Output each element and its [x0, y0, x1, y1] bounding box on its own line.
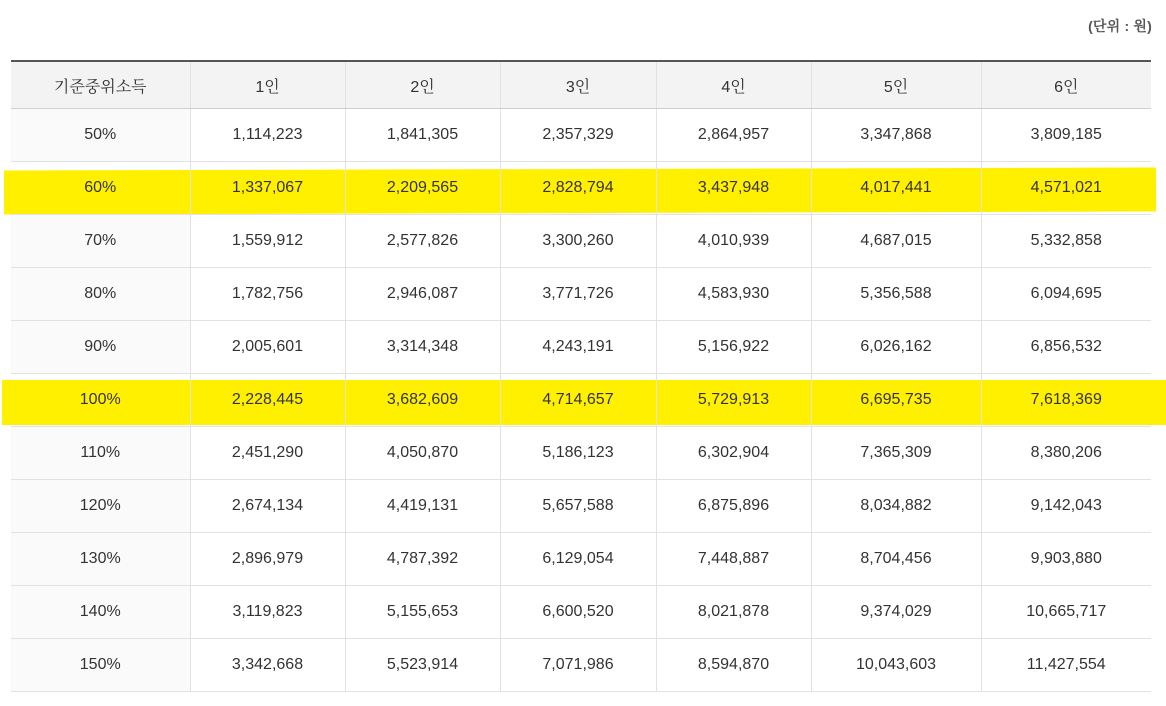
- table-cell: 8,704,456: [811, 533, 981, 586]
- table-cell: 5,523,914: [345, 639, 500, 692]
- table-cell: 2,451,290: [190, 427, 345, 480]
- table-cell: 5,156,922: [656, 321, 811, 374]
- table-cell: 5,356,588: [811, 268, 981, 321]
- table-cell: 3,437,948: [656, 162, 811, 215]
- table-cell: 3,119,823: [190, 586, 345, 639]
- table-cell: 2,674,134: [190, 480, 345, 533]
- table-cell: 6,875,896: [656, 480, 811, 533]
- table-cell: 4,714,657: [500, 374, 656, 427]
- table-cell: 3,300,260: [500, 215, 656, 268]
- table-cell: 5,332,858: [981, 215, 1151, 268]
- table-cell: 2,946,087: [345, 268, 500, 321]
- table-cell: 2,577,826: [345, 215, 500, 268]
- table-cell: 4,571,021: [981, 162, 1151, 215]
- income-table-container: [11, 60, 1151, 692]
- table-cell: 2,228,445: [190, 374, 345, 427]
- table-cell: 3,771,726: [500, 268, 656, 321]
- header-cell-standard: 기준중위소득: [11, 61, 190, 109]
- table-cell: 2,209,565: [345, 162, 500, 215]
- table-cell: 3,682,609: [345, 374, 500, 427]
- table-cell: 3,314,348: [345, 321, 500, 374]
- table-cell: 8,380,206: [981, 427, 1151, 480]
- header-row: [11, 61, 1151, 109]
- table-cell: 4,419,131: [345, 480, 500, 533]
- table-row: [11, 215, 1151, 268]
- table-cell: 9,142,043: [981, 480, 1151, 533]
- table-row: [11, 533, 1151, 586]
- table-cell: 8,034,882: [811, 480, 981, 533]
- table-cell: 4,017,441: [811, 162, 981, 215]
- header-cell-4person: 4인: [656, 61, 811, 109]
- table-cell: 10,665,717: [981, 586, 1151, 639]
- row-label: 100%: [11, 374, 190, 427]
- table-cell: 7,365,309: [811, 427, 981, 480]
- table-cell: 2,864,957: [656, 109, 811, 162]
- table-row: [11, 586, 1151, 639]
- row-label: 60%: [11, 162, 190, 215]
- table-cell: 4,010,939: [656, 215, 811, 268]
- table-cell: 9,374,029: [811, 586, 981, 639]
- table-cell: 4,583,930: [656, 268, 811, 321]
- table-row: [11, 480, 1151, 533]
- header-cell-1person: 1인: [190, 61, 345, 109]
- table-cell: 4,050,870: [345, 427, 500, 480]
- table-cell: 1,782,756: [190, 268, 345, 321]
- table-cell: 4,787,392: [345, 533, 500, 586]
- table-cell: 1,559,912: [190, 215, 345, 268]
- table-cell: 5,729,913: [656, 374, 811, 427]
- row-label: 130%: [11, 533, 190, 586]
- row-label: 110%: [11, 427, 190, 480]
- table-cell: 11,427,554: [981, 639, 1151, 692]
- table-cell: 2,828,794: [500, 162, 656, 215]
- table-cell: 2,357,329: [500, 109, 656, 162]
- header-cell-6person: 6인: [981, 61, 1151, 109]
- median-income-table: [11, 60, 1151, 692]
- table-cell: 6,094,695: [981, 268, 1151, 321]
- row-label: 150%: [11, 639, 190, 692]
- table-cell: 8,594,870: [656, 639, 811, 692]
- table-cell: 6,302,904: [656, 427, 811, 480]
- table-cell: 3,809,185: [981, 109, 1151, 162]
- table-cell: 6,695,735: [811, 374, 981, 427]
- table-row-highlighted: [11, 162, 1151, 215]
- table-cell: 2,896,979: [190, 533, 345, 586]
- table-row: [11, 639, 1151, 692]
- table-cell: 1,841,305: [345, 109, 500, 162]
- table-cell: 1,337,067: [190, 162, 345, 215]
- table-header: [11, 61, 1151, 109]
- header-cell-5person: 5인: [811, 61, 981, 109]
- unit-label: (단위 : 원): [1088, 18, 1152, 34]
- table-cell: 4,687,015: [811, 215, 981, 268]
- row-label: 70%: [11, 215, 190, 268]
- table-cell: 5,155,653: [345, 586, 500, 639]
- table-cell: 4,243,191: [500, 321, 656, 374]
- table-cell: 6,600,520: [500, 586, 656, 639]
- row-label: 90%: [11, 321, 190, 374]
- table-cell: 7,071,986: [500, 639, 656, 692]
- header-cell-2person: 2인: [345, 61, 500, 109]
- header-cell-3person: 3인: [500, 61, 656, 109]
- row-label: 80%: [11, 268, 190, 321]
- row-label: 140%: [11, 586, 190, 639]
- table-row: [11, 109, 1151, 162]
- table-cell: 1,114,223: [190, 109, 345, 162]
- table-cell: 9,903,880: [981, 533, 1151, 586]
- table-cell: 6,026,162: [811, 321, 981, 374]
- table-cell: 3,342,668: [190, 639, 345, 692]
- table-cell: 8,021,878: [656, 586, 811, 639]
- row-label: 50%: [11, 109, 190, 162]
- table-row-highlighted: [11, 374, 1151, 427]
- table-cell: 5,186,123: [500, 427, 656, 480]
- table-row: [11, 321, 1151, 374]
- table-row: [11, 268, 1151, 321]
- table-cell: 5,657,588: [500, 480, 656, 533]
- table-cell: 6,856,532: [981, 321, 1151, 374]
- table-cell: 2,005,601: [190, 321, 345, 374]
- table-row: [11, 427, 1151, 480]
- table-cell: 3,347,868: [811, 109, 981, 162]
- table-cell: 7,618,369: [981, 374, 1151, 427]
- row-label: 120%: [11, 480, 190, 533]
- table-body: [11, 109, 1151, 692]
- table-cell: 10,043,603: [811, 639, 981, 692]
- table-cell: 6,129,054: [500, 533, 656, 586]
- table-cell: 7,448,887: [656, 533, 811, 586]
